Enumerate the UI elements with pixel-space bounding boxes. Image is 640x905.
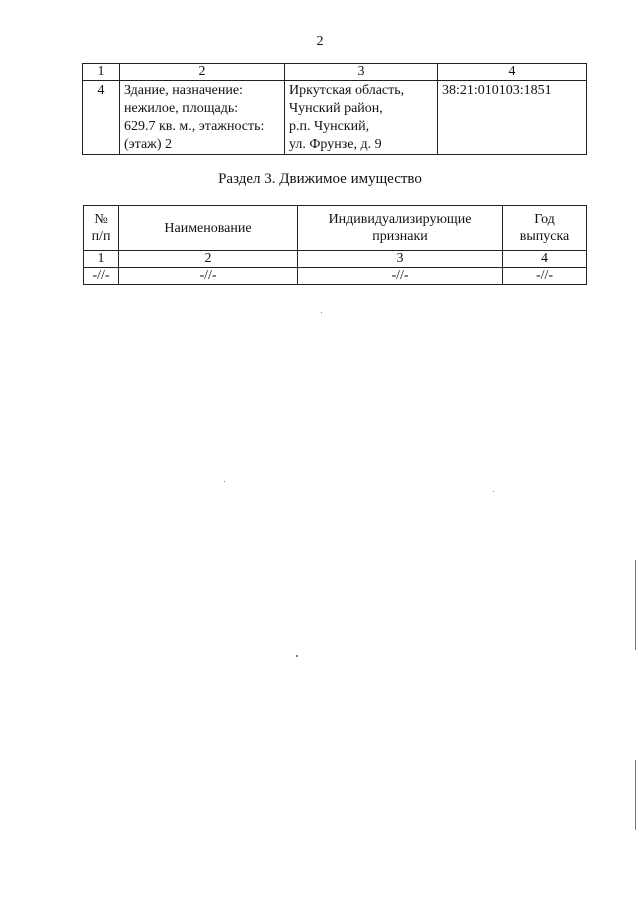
column-number-cell: 3 [285,64,438,81]
real-estate-table [82,63,587,155]
row-number-cell: 4 [83,81,120,155]
header-cell-number: № п/п [84,206,119,251]
movable-property-table [83,205,587,285]
column-number-cell: 1 [84,251,119,268]
scan-speck [296,655,298,657]
scan-speck [321,312,322,313]
table-row [84,268,587,285]
table-row [83,81,587,155]
scan-edge-line [635,760,636,830]
column-number-cell: 2 [120,64,285,81]
page-number: 2 [316,34,324,49]
column-number-cell: 1 [83,64,120,81]
section-title: Раздел 3. Движимое имущество [218,171,422,187]
table-cell: -//- [503,268,587,285]
table-cell: -//- [298,268,503,285]
header-cell-name: Наименование [119,206,298,251]
address-cell: Иркутская область, Чунский район, р.п. Чунский, ул. Фрунзе, д. 9 [285,81,438,155]
table-cell: -//- [84,268,119,285]
column-number-cell: 4 [503,251,587,268]
scan-speck [224,481,225,482]
header-cell-attributes: Индивидуализирующие признаки [298,206,503,251]
header-cell-year: Год выпуска [503,206,587,251]
column-number-cell: 3 [298,251,503,268]
object-name-cell: Здание, назначение: нежилое, площадь: 629.7 кв. м., этажность: (этаж) 2 [120,81,285,155]
table-header-row [84,206,587,251]
table-header-row [83,64,587,81]
cadastral-number-cell: 38:21:010103:1851 [438,81,587,155]
column-number-cell: 2 [119,251,298,268]
scan-edge-line [635,560,636,650]
table-cell: -//- [119,268,298,285]
scan-speck [493,491,494,492]
column-number-cell: 4 [438,64,587,81]
column-index-row [84,251,587,268]
